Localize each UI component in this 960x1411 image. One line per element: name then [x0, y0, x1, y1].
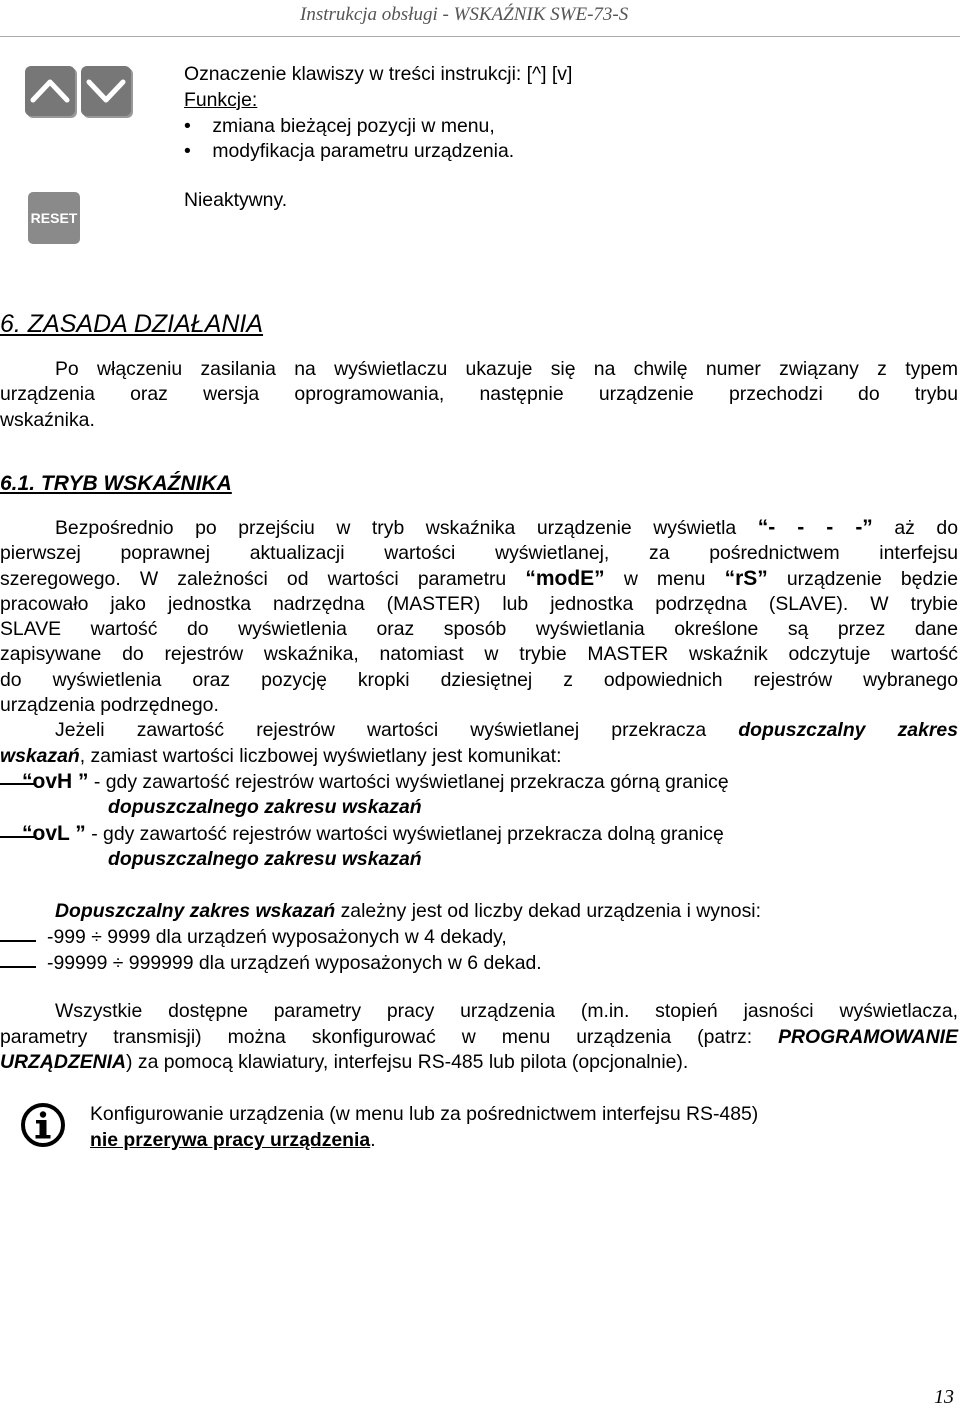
reset-key-icon: RESET	[28, 192, 80, 244]
info-note-line: nie przerywa pracy urządzenia.	[90, 1129, 376, 1151]
paragraph-line: urządzenia oraz wersja oprogramowania, następnie urządzenie przechodzi do trybu	[0, 383, 958, 405]
list-dash	[0, 940, 36, 942]
section-6-title: 6. ZASADA DZIAŁANIA	[0, 310, 264, 338]
down-key-icon	[81, 66, 131, 116]
paragraph-line: Bezpośrednio po przejściu w tryb wskaźnika urządzenie wyświetla “- - - -” aż do	[55, 516, 959, 539]
paragraph-line: SLAVE wartość do wyświetlenia oraz sposób wyświetlania określone są przez dane	[0, 618, 958, 640]
paragraph-line: Wszystkie dostępne parametry pracy urządzenia (m.in. stopień jasności wyświetlacza,	[55, 1000, 958, 1022]
section-6-1-title: 6.1. TRYB WSKAŹNIKA	[0, 472, 232, 495]
page-number: 13	[934, 1386, 954, 1408]
info-icon	[20, 1102, 66, 1153]
paragraph-line: URZĄDZENIA) za pomocą klawiatury, interfejsu RS-485 lub pilota (opcjonalnie).	[0, 1051, 689, 1073]
ovl-item: “ovL ” - gdy zawartość rejestrów wartości wyświetlanej przekracza dolną granicę	[22, 822, 724, 845]
paragraph-line: wskazań, zamiast wartości liczbowej wyświetlany jest komunikat:	[0, 745, 562, 767]
keys-notation: Oznaczenie klawiszy w treści instrukcji: [^] [v]	[184, 63, 573, 85]
range-reference: dopuszczalnego zakresu wskazań	[108, 796, 422, 818]
paragraph-line: Jeżeli zawartość rejestrów wartości wyświetlanej przekracza dopuszczalny zakres	[55, 719, 958, 741]
paragraph-line: zapisywane do rejestrów wskaźnika, natomiast w trybie MASTER wskaźnik odczytuje wartość	[0, 643, 958, 665]
header-rule	[0, 36, 960, 37]
paragraph-line: szeregowego. W zależności od wartości parametru “modE” w menu “rS” urządzenie będzie	[0, 567, 959, 590]
up-key-icon	[25, 66, 75, 116]
range-item: -999 ÷ 9999 dla urządzeń wyposażonych w 4 dekady,	[47, 926, 507, 948]
list-dash	[0, 966, 36, 968]
page-header: Instrukcja obsługi - WSKAŹNIK SWE-73-S	[300, 4, 629, 25]
info-note-line: Konfigurowanie urządzenia (w menu lub za pośrednictwem interfejsu RS-485)	[90, 1103, 759, 1125]
paragraph-line: pracowało jako jednostka nadrzędna (MASTER) lub jednostka podrzędna (SLAVE). W trybie	[0, 593, 958, 615]
range-item: -99999 ÷ 999999 dla urządzeń wyposażonych w 6 dekad.	[47, 952, 542, 974]
bullet-item: • modyfikacja parametru urządzenia.	[184, 140, 515, 162]
paragraph-line: urządzenia podrzędnego.	[0, 694, 219, 716]
reset-description: Nieaktywny.	[184, 189, 288, 211]
bullet-item: • zmiana bieżącej pozycji w menu,	[184, 115, 495, 137]
paragraph-line: wskaźnika.	[0, 409, 95, 431]
paragraph-line: pierwszej poprawnej aktualizacji wartości wyświetlanej, za pośrednictwem interfejsu	[0, 542, 958, 564]
range-reference: dopuszczalnego zakresu wskazań	[108, 848, 422, 870]
paragraph-line: parametry transmisji) można skonfigurować w menu urządzenia (patrz: PROGRAMOWANIE	[0, 1026, 958, 1048]
ovh-item: “ovH ” - gdy zawartość rejestrów wartości wyświetlanej przekracza górną granicę	[22, 770, 729, 793]
functions-label: Funkcje:	[184, 89, 258, 111]
paragraph-line: do wyświetlenia oraz pozycję kropki dziesiętnej z odpowiednich rejestrów wybranego	[0, 669, 958, 691]
range-intro: Dopuszczalny zakres wskazań zależny jest od liczby dekad urządzenia i wynosi:	[55, 900, 761, 922]
paragraph-line: Po włączeniu zasilania na wyświetlaczu ukazuje się na chwilę numer związany z typem	[55, 358, 958, 380]
